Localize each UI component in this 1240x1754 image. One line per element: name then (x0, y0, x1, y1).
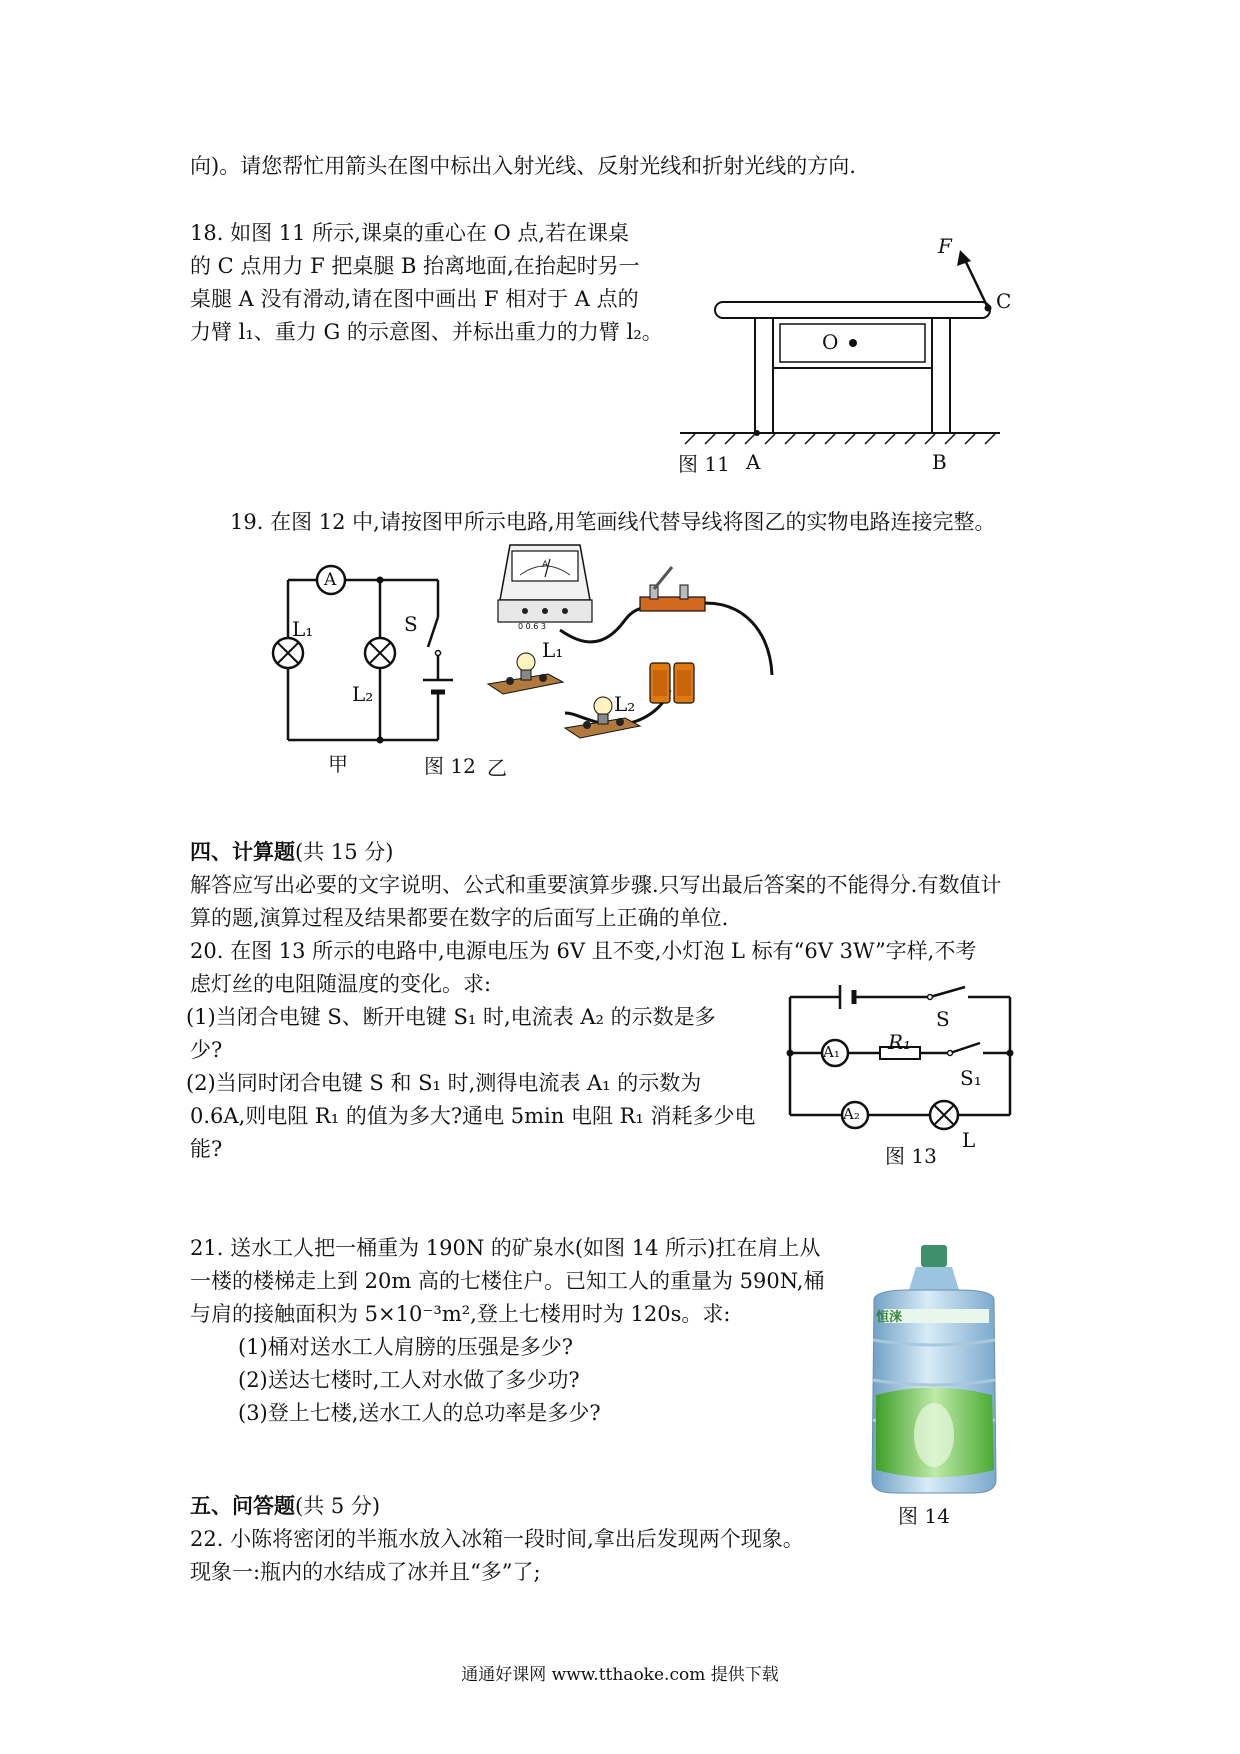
fig12-l2-label: L₂ (352, 682, 374, 706)
section-4-instruction-2: 算的题,演算过程及结果都要在数字的后面写上正确的单位. (190, 906, 729, 930)
meter-scale-text: 0 0.6 3 (518, 622, 546, 631)
q21-sub-2: (2)送达七楼时,工人对水做了多少功? (238, 1368, 580, 1392)
fig12-physical-l1-label: L₁ (542, 638, 564, 662)
figure-13-circuit (780, 985, 1020, 1135)
fig12-caption: 图 12 (424, 754, 476, 778)
fig12-physical-l2-label: L₂ (614, 692, 636, 716)
fig11-label-f: F (938, 234, 952, 258)
fig13-a1-label: A₁ (823, 1043, 840, 1061)
section-4-heading (190, 836, 393, 868)
q20-line-2: 虑灯丝的电阻随温度的变化。求: (190, 972, 492, 996)
fig13-s-label: S (936, 1007, 950, 1031)
q21-line-1: 21. 送水工人把一桶重为 190N 的矿泉水(如图 14 所示)扛在肩上从 (190, 1236, 821, 1260)
fig12-l1-label: L₁ (292, 617, 314, 641)
fig12-switch-label: S (404, 612, 418, 636)
page-footer: 通通好课网 www.tthaoke.com 提供下载 (461, 1665, 779, 1685)
q21-sub-1: (1)桶对送水工人肩膀的压强是多少? (238, 1335, 574, 1359)
section-5-points: (共 5 分) (295, 1494, 381, 1518)
q22-line-2: 现象一:瓶内的水结成了冰并且“多”了; (190, 1560, 541, 1584)
fig13-r1-label: R₁ (888, 1030, 912, 1054)
q21-line-2: 一楼的楼梯走上到 20m 高的七楼住户。已知工人的重量为 590N,桶 (190, 1269, 825, 1293)
figure-14-water-bottle (864, 1245, 1004, 1495)
q20-line-1: 20. 在图 13 所示的电路中,电源电压为 6V 且不变,小灯泡 L 标有“6V 3W”字样,不考 (190, 939, 977, 963)
figure-11-desk (670, 230, 1010, 470)
fig12-yi-label: 乙 (487, 756, 507, 780)
figure-12-physical (490, 545, 820, 745)
figure-12-schematic (270, 565, 470, 755)
q20-line-7: 能? (190, 1137, 223, 1161)
section-4-points: (共 15 分) (295, 840, 394, 864)
fig13-a2-label: A₂ (843, 1105, 860, 1123)
q20-line-3: (1)当闭合电键 S、断开电键 S₁ 时,电流表 A₂ 的示数是多 (186, 1005, 716, 1029)
section-4-instruction-1: 解答应写出必要的文字说明、公式和重要演算步骤.只写出最后答案的不能得分.有数值计 (190, 873, 1002, 897)
intro-line: 向)。请您帮忙用箭头在图中标出入射光线、反射光线和折射光线的方向. (190, 154, 856, 178)
q22-line-1: 22. 小陈将密闭的半瓶水放入冰箱一段时间,拿出后发现两个现象。 (190, 1527, 804, 1551)
fig13-s1-label: S₁ (960, 1066, 982, 1090)
fig13-l-label: L (962, 1128, 976, 1152)
fig11-label-b: B (932, 450, 947, 474)
fig13-caption: 图 13 (885, 1144, 937, 1168)
svg-text:A: A (542, 560, 549, 570)
fig11-label-a: A (746, 450, 761, 474)
section-5-title: 五、问答题 (190, 1494, 295, 1518)
fig12-ammeter-label: A (324, 570, 337, 590)
section-4-title: 四、计算题 (190, 840, 295, 864)
fig12-jia-label: 甲 (328, 752, 348, 776)
section-5-heading (190, 1490, 380, 1522)
fig14-caption: 图 14 (898, 1504, 950, 1528)
fig11-label-o: O (822, 330, 839, 354)
q18-line-4: 力臂 l₁、重力 G 的示意图、并标出重力的力臂 l₂。 (190, 320, 663, 344)
q21-sub-3: (3)登上七楼,送水工人的总功率是多少? (238, 1401, 601, 1425)
q20-line-5: (2)当同时闭合电键 S 和 S₁ 时,测得电流表 A₁ 的示数为 (186, 1071, 702, 1095)
q19-text: 19. 在图 12 中,请按图甲所示电路,用笔画线代替导线将图乙的实物电路连接完整。 (230, 510, 996, 534)
q18-line-2: 的 C 点用力 F 把桌腿 B 抬离地面,在抬起时另一 (190, 254, 640, 278)
q21-line-3: 与肩的接触面积为 5×10⁻³m²,登上七楼用时为 120s。求: (190, 1302, 731, 1326)
fig11-label-c: C (996, 289, 1012, 313)
q20-line-4: 少? (190, 1038, 223, 1062)
q18-line-1: 18. 如图 11 所示,课桌的重心在 O 点,若在课桌 (190, 221, 630, 245)
fig11-caption: 图 11 (678, 452, 730, 476)
bottle-brand-text: 恒涞 (876, 1310, 903, 1325)
q18-line-3: 桌腿 A 没有滑动,请在图中画出 F 相对于 A 点的 (190, 287, 639, 311)
q20-line-6: 0.6A,则电阻 R₁ 的值为多大?通电 5min 电阻 R₁ 消耗多少电 (190, 1104, 756, 1128)
